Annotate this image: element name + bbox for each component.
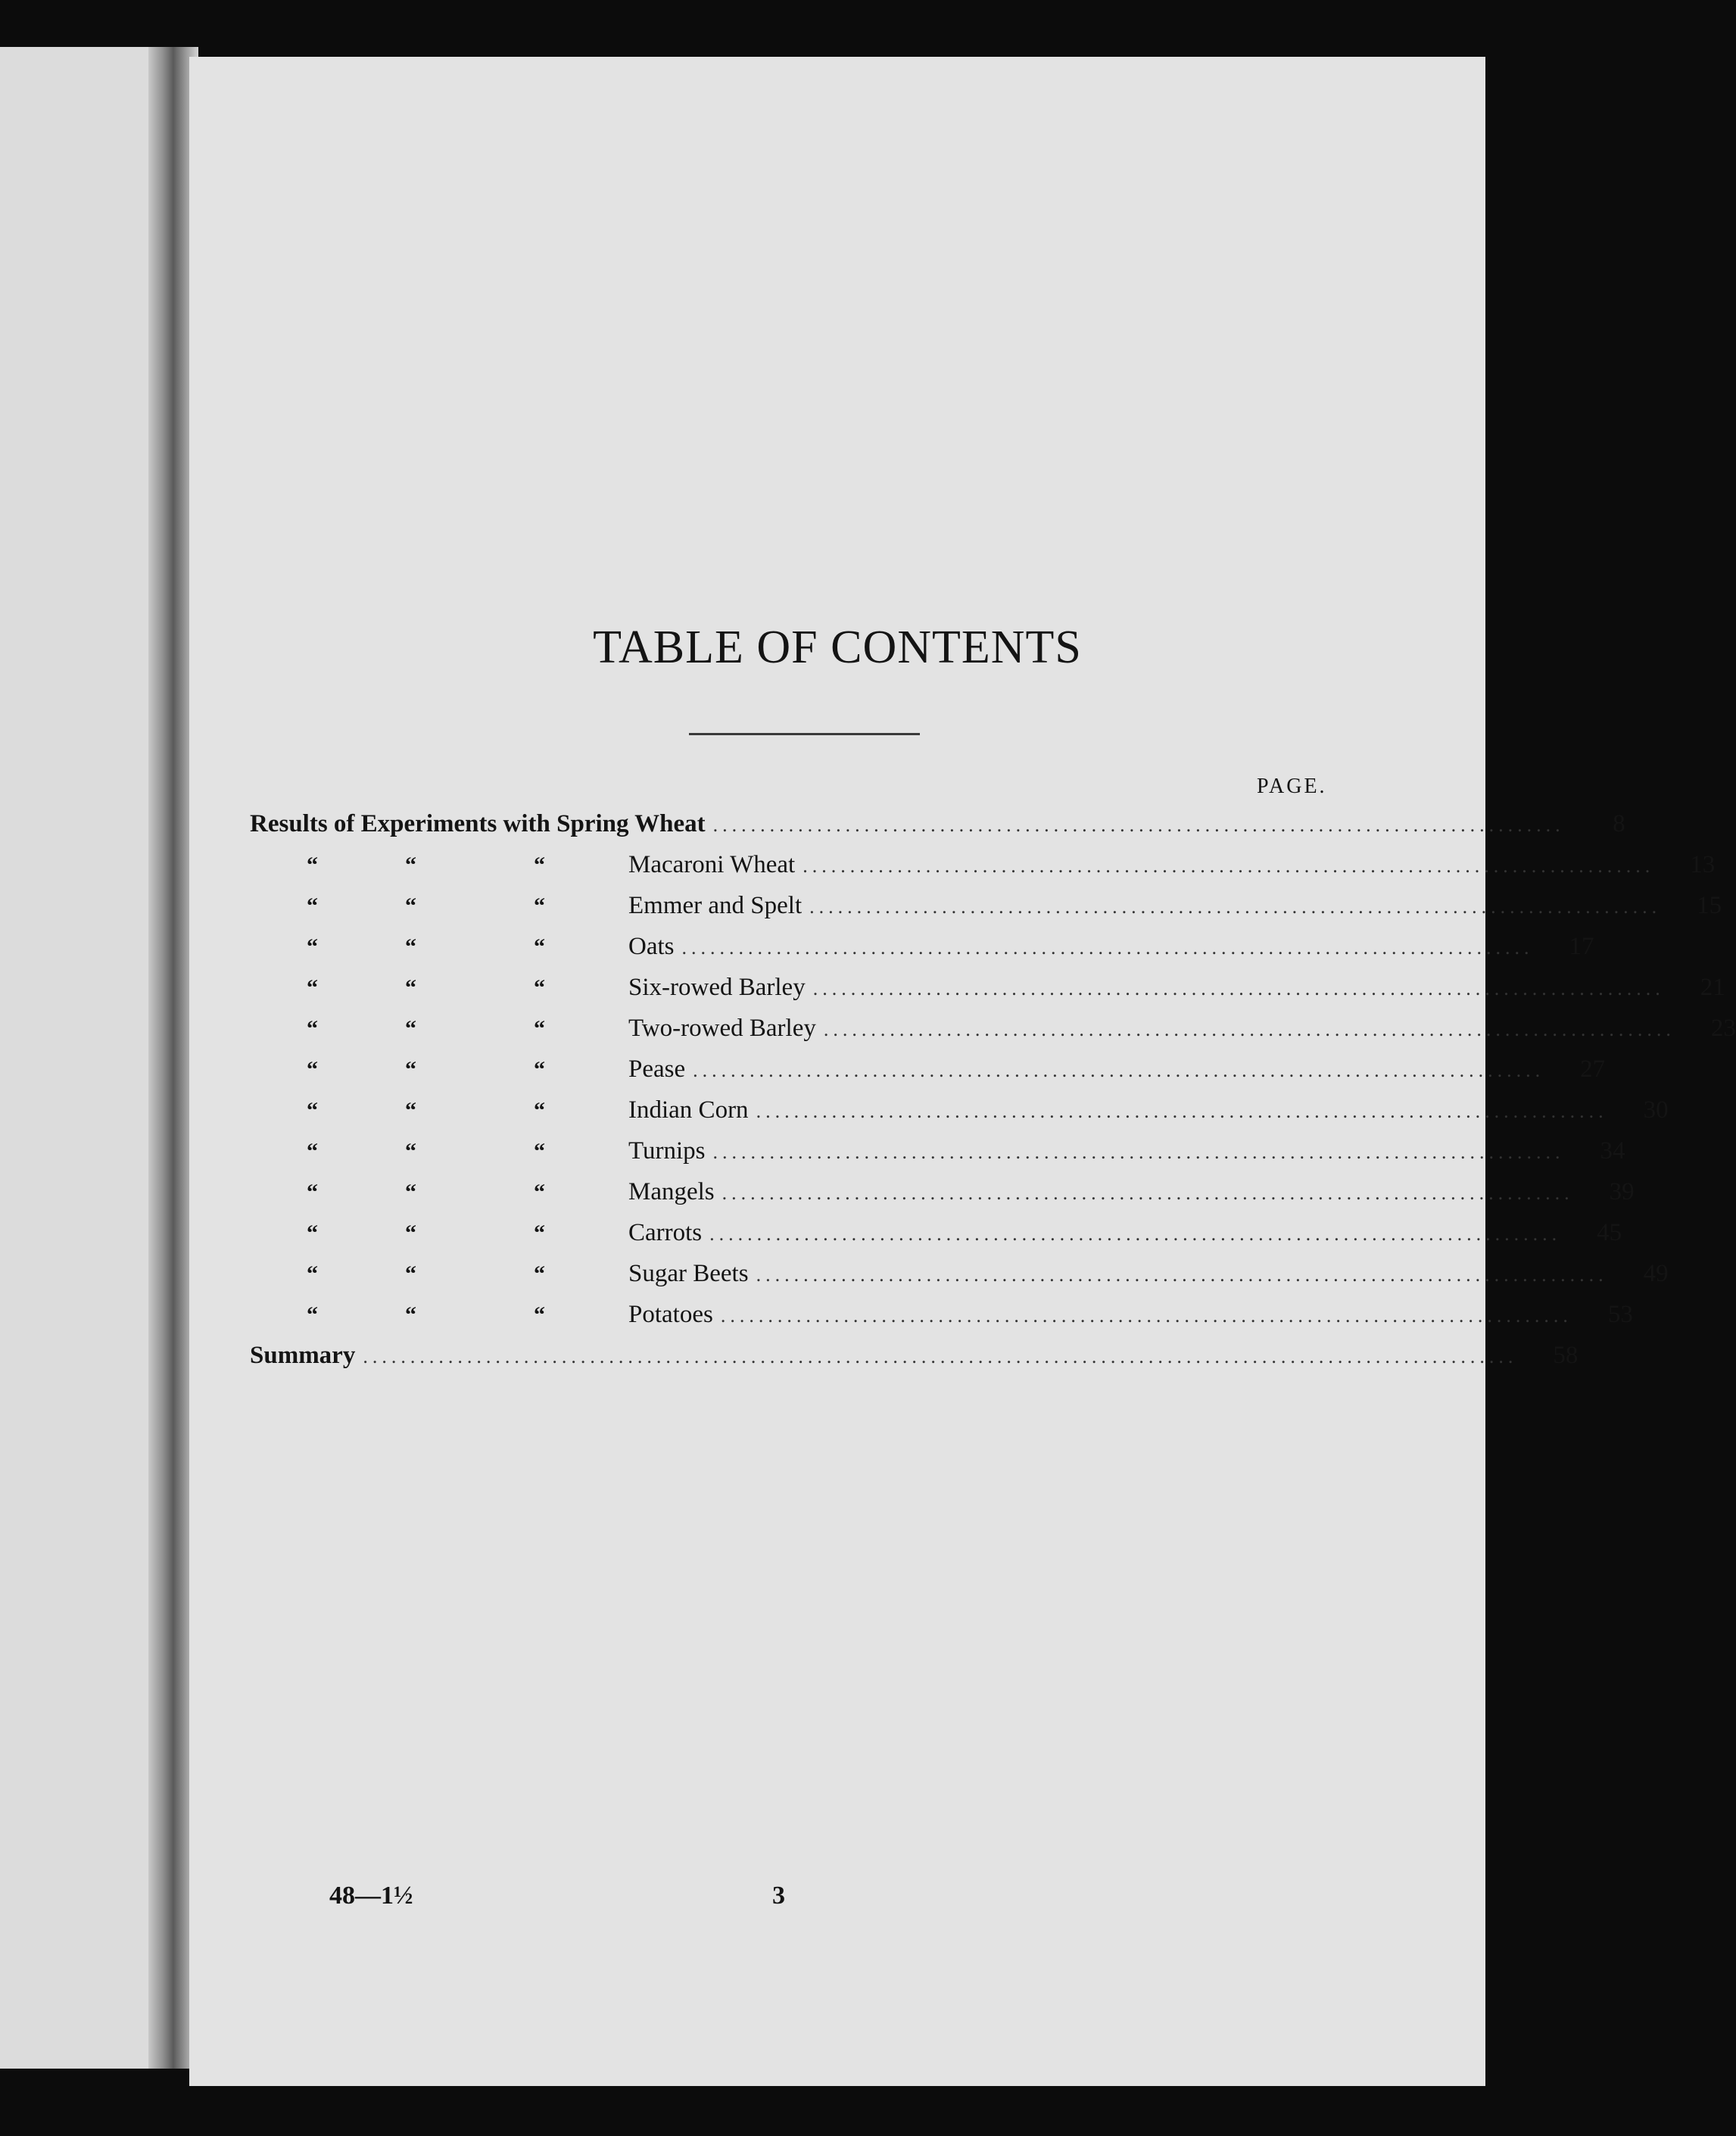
ditto-marks bbox=[250, 1057, 628, 1083]
toc-entry-text: Sugar Beets bbox=[628, 1260, 749, 1287]
table-of-contents bbox=[250, 810, 1736, 1383]
ditto-mark: “ bbox=[405, 1057, 416, 1082]
ditto-marks bbox=[250, 853, 628, 878]
ditto-mark: “ bbox=[534, 1016, 545, 1041]
ditto-marks bbox=[250, 1016, 628, 1042]
toc-entry-text: Potatoes bbox=[628, 1301, 713, 1328]
ditto-mark: “ bbox=[405, 1261, 416, 1286]
page-column-heading: PAGE. bbox=[1257, 775, 1327, 798]
toc-entry-text: Indian Corn bbox=[628, 1096, 749, 1124]
dot-leaders: .......................................................................................... bbox=[823, 1018, 1675, 1040]
toc-entry-text: Emmer and Spelt bbox=[628, 892, 803, 919]
toc-row bbox=[250, 933, 1594, 974]
ditto-marks bbox=[250, 1221, 628, 1246]
ditto-mark: “ bbox=[307, 1221, 318, 1246]
toc-row bbox=[250, 1056, 1606, 1096]
toc-row-lead bbox=[250, 810, 1625, 851]
ditto-mark: “ bbox=[307, 1098, 318, 1123]
toc-row bbox=[250, 892, 1722, 933]
dot-leaders: .......................................................................................... bbox=[712, 1141, 1565, 1163]
ditto-mark: “ bbox=[534, 1139, 545, 1164]
toc-entry-text: Carrots bbox=[628, 1219, 703, 1246]
ditto-mark: “ bbox=[405, 893, 416, 918]
ditto-mark: “ bbox=[307, 853, 318, 878]
toc-entry-text: Results of Experiments with Spring Wheat bbox=[250, 810, 706, 837]
dot-leaders: .......................................................................................... bbox=[812, 978, 1665, 999]
ditto-mark: “ bbox=[307, 934, 318, 959]
ditto-marks bbox=[250, 1098, 628, 1124]
ditto-marks bbox=[250, 1139, 628, 1165]
ditto-mark: “ bbox=[534, 1098, 545, 1123]
toc-row bbox=[250, 1260, 1669, 1301]
ditto-mark: “ bbox=[307, 1261, 318, 1286]
ditto-mark: “ bbox=[405, 1302, 416, 1327]
ditto-mark: “ bbox=[307, 975, 318, 1000]
dot-leaders: .......................................................................................... bbox=[720, 1305, 1572, 1327]
ditto-mark: “ bbox=[307, 1057, 318, 1082]
dot-leaders: .......................................................................................... bbox=[756, 1100, 1608, 1122]
toc-page-number: 30 bbox=[1643, 1096, 1669, 1124]
page-title: TABLE OF CONTENTS bbox=[593, 622, 1082, 673]
dot-leaders: .......................................................................................... bbox=[756, 1264, 1608, 1286]
page-number: 3 bbox=[772, 1882, 785, 1910]
toc-page-number: 15 bbox=[1697, 892, 1722, 919]
dot-leaders: .......................................................................................... bbox=[709, 1223, 1562, 1245]
ditto-mark: “ bbox=[405, 1221, 416, 1246]
toc-entry-text: Two-rowed Barley bbox=[628, 1015, 816, 1042]
toc-entry-text: Summary bbox=[250, 1342, 356, 1369]
toc-row bbox=[250, 1137, 1625, 1178]
dot-leaders: .......................................................................................................................... bbox=[363, 1346, 1518, 1367]
document-page bbox=[189, 57, 1736, 2086]
ditto-mark: “ bbox=[534, 1221, 545, 1246]
toc-entry-text: Pease bbox=[628, 1056, 686, 1083]
toc-page-number: 8 bbox=[1613, 810, 1625, 837]
ditto-mark: “ bbox=[534, 893, 545, 918]
ditto-mark: “ bbox=[405, 934, 416, 959]
ditto-mark: “ bbox=[307, 1302, 318, 1327]
ditto-marks bbox=[250, 1302, 628, 1328]
toc-page-number: 45 bbox=[1597, 1219, 1622, 1246]
toc-entry-text: Oats bbox=[628, 933, 675, 960]
toc-row bbox=[250, 1015, 1736, 1056]
toc-entry-text: Six-rowed Barley bbox=[628, 974, 806, 1001]
ditto-mark: “ bbox=[534, 1180, 545, 1205]
dot-leaders: .......................................................................................... bbox=[712, 814, 1565, 836]
toc-row bbox=[250, 974, 1725, 1015]
toc-page-number: 27 bbox=[1580, 1056, 1606, 1083]
ditto-marks bbox=[250, 893, 628, 919]
toc-page-number: 39 bbox=[1609, 1178, 1635, 1205]
dot-leaders: .......................................................................................... bbox=[722, 1182, 1574, 1204]
ditto-mark: “ bbox=[534, 853, 545, 878]
ditto-marks bbox=[250, 975, 628, 1001]
toc-row bbox=[250, 1096, 1669, 1137]
toc-page-number: 23 bbox=[1710, 1015, 1736, 1042]
dot-leaders: .......................................................................................... bbox=[809, 896, 1662, 918]
toc-page-number: 13 bbox=[1690, 851, 1716, 878]
ditto-mark: “ bbox=[307, 1180, 318, 1205]
toc-row bbox=[250, 1301, 1633, 1342]
ditto-mark: “ bbox=[405, 975, 416, 1000]
ditto-mark: “ bbox=[405, 1180, 416, 1205]
toc-page-number: 49 bbox=[1643, 1260, 1669, 1287]
toc-page-number: 53 bbox=[1607, 1301, 1633, 1328]
toc-row bbox=[250, 1178, 1635, 1219]
ditto-mark: “ bbox=[534, 934, 545, 959]
ditto-mark: “ bbox=[534, 1261, 545, 1286]
ditto-mark: “ bbox=[534, 1302, 545, 1327]
ditto-marks bbox=[250, 1180, 628, 1205]
toc-page-number: 17 bbox=[1569, 933, 1594, 960]
ditto-marks bbox=[250, 934, 628, 960]
ditto-mark: “ bbox=[405, 853, 416, 878]
dot-leaders: .......................................................................................... bbox=[693, 1059, 1545, 1081]
dot-leaders: .......................................................................................... bbox=[803, 855, 1655, 877]
toc-page-number: 34 bbox=[1600, 1137, 1625, 1165]
ditto-mark: “ bbox=[307, 1016, 318, 1041]
ditto-marks bbox=[250, 1261, 628, 1287]
toc-entry-text: Mangels bbox=[628, 1178, 715, 1205]
toc-row-summary bbox=[250, 1342, 1579, 1383]
ditto-mark: “ bbox=[405, 1016, 416, 1041]
dot-leaders: .......................................................................................... bbox=[681, 937, 1534, 959]
toc-page-number: 21 bbox=[1700, 974, 1725, 1001]
facing-page-edge bbox=[0, 47, 155, 2069]
ditto-mark: “ bbox=[534, 975, 545, 1000]
toc-row bbox=[250, 1219, 1622, 1260]
ditto-mark: “ bbox=[405, 1098, 416, 1123]
toc-entry-text: Turnips bbox=[628, 1137, 706, 1165]
ditto-mark: “ bbox=[534, 1057, 545, 1082]
ditto-mark: “ bbox=[307, 1139, 318, 1164]
title-rule bbox=[689, 733, 920, 735]
toc-entry-text: Macaroni Wheat bbox=[628, 851, 796, 878]
ditto-mark: “ bbox=[405, 1139, 416, 1164]
signature-mark: 48—1½ bbox=[329, 1882, 413, 1910]
toc-page-number: 58 bbox=[1553, 1342, 1579, 1369]
toc-row bbox=[250, 851, 1716, 892]
ditto-mark: “ bbox=[307, 893, 318, 918]
